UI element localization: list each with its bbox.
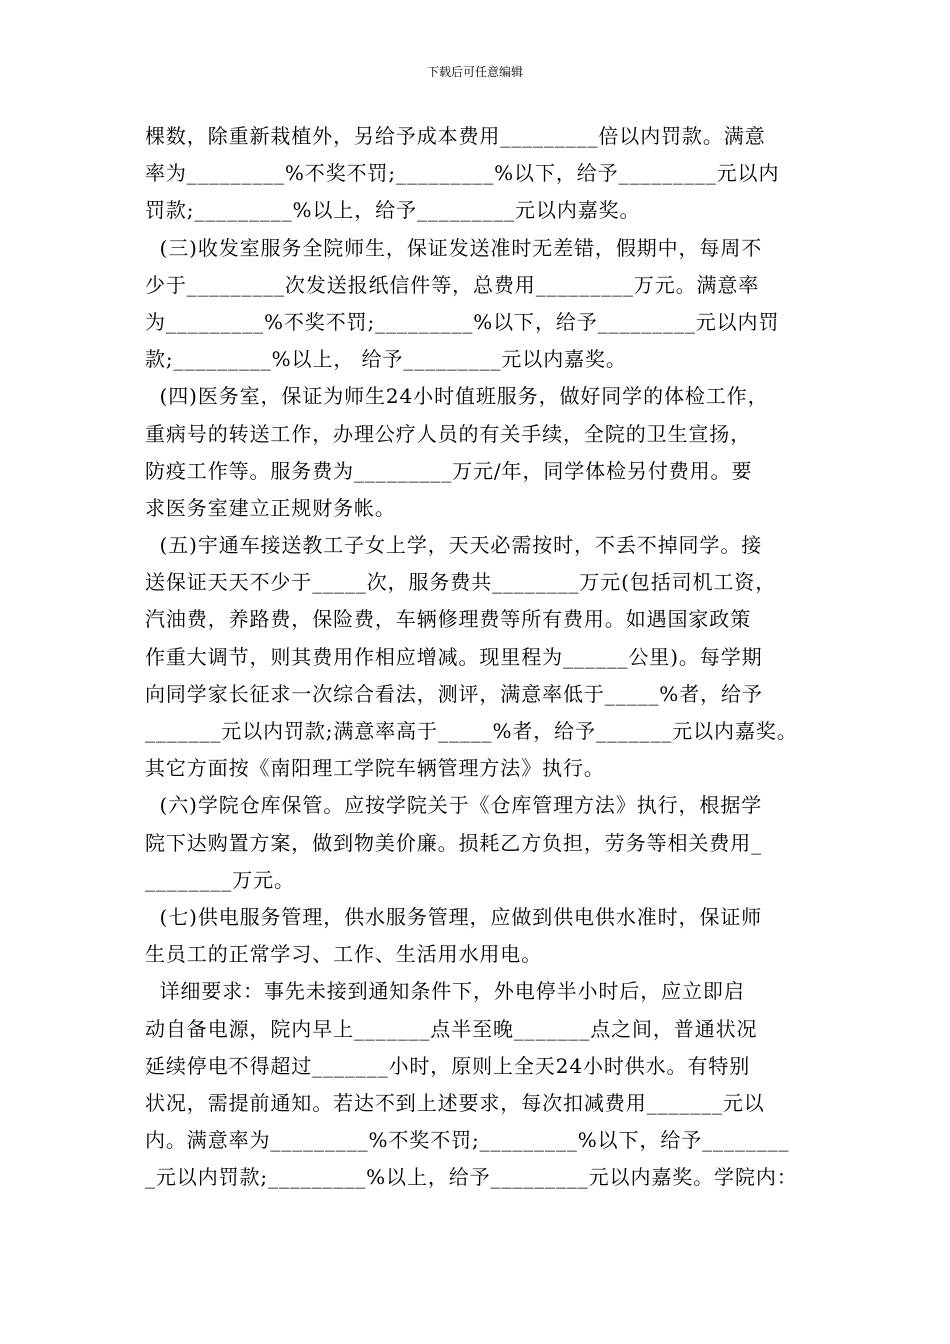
text-line: (三)收发室服务全院师生，保证发送准时无差错，假期中，每周不 [145, 235, 763, 260]
text-line: 作重大调节，则其费用作相应增减。现里程为______公里)。每学期 [145, 644, 763, 669]
text-line: 棵数，除重新栽植外，另给予成本费用_________倍以内罚款。满意 [145, 124, 766, 148]
text-line: 为_________%不奖不罚;_________%以下，给予_________元以内罚 [145, 309, 780, 334]
text-line: ________万元。 [145, 867, 295, 892]
text-line: 状况，需提前通知。若达不到上述要求，每次扣减费用_______元以 [145, 1090, 765, 1115]
text-line: 延续停电不得超过_______小时，原则上全天24小时供水。有特别 [145, 1053, 751, 1078]
text-line: 重病号的转送工作，办理公疗人员的有关手续，全院的卫生宣扬， [145, 421, 752, 446]
text-line: 生员工的正常学习、工作、生活用水用电。 [145, 942, 543, 967]
text-line: 院下达购置方案，做到物美价廉。损耗乙方负担，劳务等相关费用_ [145, 830, 762, 855]
text-line: (四)医务室，保证为师生24小时值班服务，做好同学的体检工作， [145, 384, 769, 409]
text-line: 动自备电源，院内早上_______点半至晚_______点之间，普通状况 [145, 1016, 758, 1041]
text-line: 详细要求：事先未接到通知条件下，外电停半小时后，应立即启 [145, 979, 745, 1004]
text-line: 内。满意率为_________%不奖不罚;_________%以下，给予________ [145, 1128, 790, 1153]
text-line: _______元以内罚款;满意率高于_____%者，给予_______元以内嘉奖。 [145, 719, 798, 743]
text-line: 汽油费，养路费，保险费，车辆修理费等所有费用。如遇国家政策 [145, 607, 752, 632]
text-line: 送保证天天不少于_____次，服务费共________万元(包括司机工资， [145, 570, 777, 595]
document-body [145, 118, 845, 1196]
text-line: 罚款;_________%以上，给予_________元以内嘉奖。 [145, 198, 641, 223]
text-line: 求医务室建立正规财务帐。 [145, 495, 396, 520]
text-line: 其它方面按《南阳理工学院车辆管理方法》执行。 [145, 756, 605, 781]
text-line: 款;_________%以上， 给予_________元以内嘉奖。 [145, 347, 627, 372]
text-line: _元以内罚款;_________%以上，给予_________元以内嘉奖。学院内： [145, 1165, 798, 1190]
text-line: 少于_________次发送报纸信件等，总费用_________万元。满意率 [145, 272, 760, 297]
text-line: 向同学家长征求一次综合看法，测评，满意率低于_____%者，给予 [145, 681, 763, 706]
page-header-caption: 下载后可任意编辑 [426, 65, 523, 79]
text-line: (六)学院仓库保管。应按学院关于《仓库管理方法》执行，根据学 [145, 793, 763, 818]
text-line: 率为_________%不奖不罚;_________%以下，给予_________元以内 [145, 161, 780, 186]
text-line: (五)宇通车接送教工子女上学，天天必需按时，不丢不掉同学。接 [145, 533, 763, 558]
text-line: 防疫工作等。服务费为_________万元/年，同学体检另付费用。要 [145, 458, 753, 483]
text-line: (七)供电服务管理，供水服务管理，应做到供电供水准时，保证师 [145, 904, 763, 929]
